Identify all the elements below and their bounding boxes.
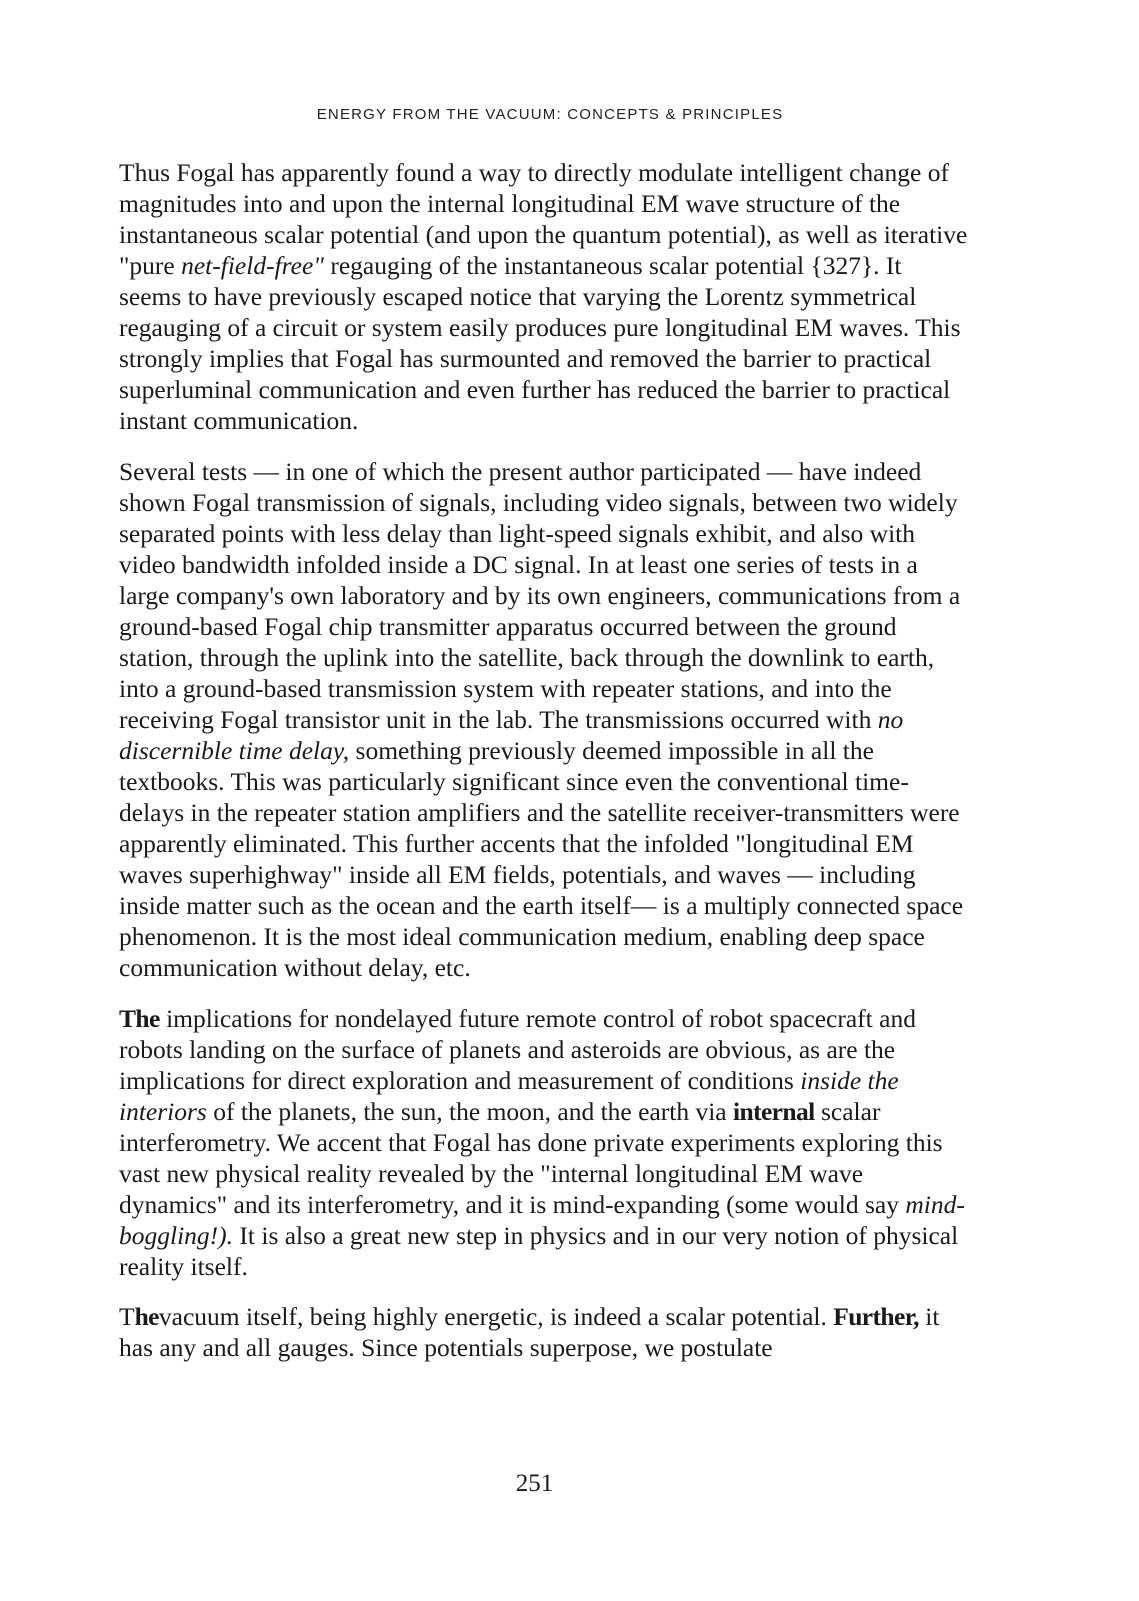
text-run: It is also a great new step in physics and in our very notion of physical reality itself. [119,1221,959,1281]
text-run: regauging of the instantaneous scalar potential {327}. It seems to have previously escaped notice that varying the Lorentz symmetrical regauging of a circuit or system easily produces pure longitudinal EM waves. This strongly implies that Fogal has surmounted and removed the barrier to practical superluminal communication and even further has reduced the barrier to practical instant communication. [119,251,961,435]
text-run: Several tests — in one of which the present author participated — have indeed shown Fogal transmission of signals, including video signals, between two widely separated points with less delay than light-speed signals exhibit, and also with video bandwidth infolded inside a DC signal. In at least one series of tests in a large company's own laboratory and by its own engineers, communications from a ground-based Fogal chip transmitter apparatus occurred between the ground station, through the uplink into the satellite, back through the downlink to earth, into a ground-based transmission system with repeater stations, and into the receiving Fogal transistor unit in the lab. The transmissions occurred with [119,457,961,734]
paragraph-2 [119,456,969,983]
text-run: vacuum itself, being highly energetic, is indeed a scalar potential. [158,1302,834,1331]
paragraph-4 [119,1301,969,1363]
italic-run: net-field-free" [181,251,324,280]
text-run: of the planets, the sun, the moon, and the earth via [206,1097,733,1126]
text-run: T [119,1302,135,1331]
text-run: scalar interferometry. We accent that Fogal has done private experiments exploring this vast new physical reality revealed by the "internal longitudinal EM wave dynamics" and its interferometry, and it is mind-expanding (some would say [119,1097,943,1219]
page-body [119,157,969,1383]
running-header: ENERGY FROM THE VACUUM: CONCEPTS & PRINCIPLES [316,106,784,123]
bold-run: internal [733,1097,815,1126]
italic-run: inside the interiors [119,1066,899,1126]
bold-run: he [134,1302,159,1331]
text-run: Thus Fogal has apparently found a way to directly modulate intelligent change of magnitudes into and upon the internal longitudinal EM wave structure of the instantaneous scalar potential (and upon the quantum potential), as well as iterative "pure [119,158,968,280]
italic-run: mind-boggling!). [119,1190,965,1250]
text-run: it has any and all gauges. Since potentials superpose, we postulate [119,1302,940,1362]
italic-run: no discernible time delay, [119,705,904,765]
text-run: something previously deemed impossible in all the textbooks. This was particularly significant since even the conventional time-delays in the repeater station amplifiers and the satellite receiver-transmitters were apparently eliminated. This further accents that the infolded "longitudinal EM waves superhighway" inside all EM fields, potentials, and waves — including inside matter such as the ocean and the earth itself— is a multiply connected space phenomenon. It is the most ideal communication medium, enabling deep space communication without delay, etc. [119,736,964,982]
bold-run: The [119,1004,160,1033]
paragraph-1 [119,157,969,436]
bold-run: Further, [833,1302,919,1331]
text-run: implications for nondelayed future remote control of robot spacecraft and robots landing on the surface of planets and asteroids are obvious, as are the implications for direct exploration and measurement of conditions [119,1004,916,1095]
page-number: 251 [515,1470,554,1497]
paragraph-3 [119,1003,969,1282]
